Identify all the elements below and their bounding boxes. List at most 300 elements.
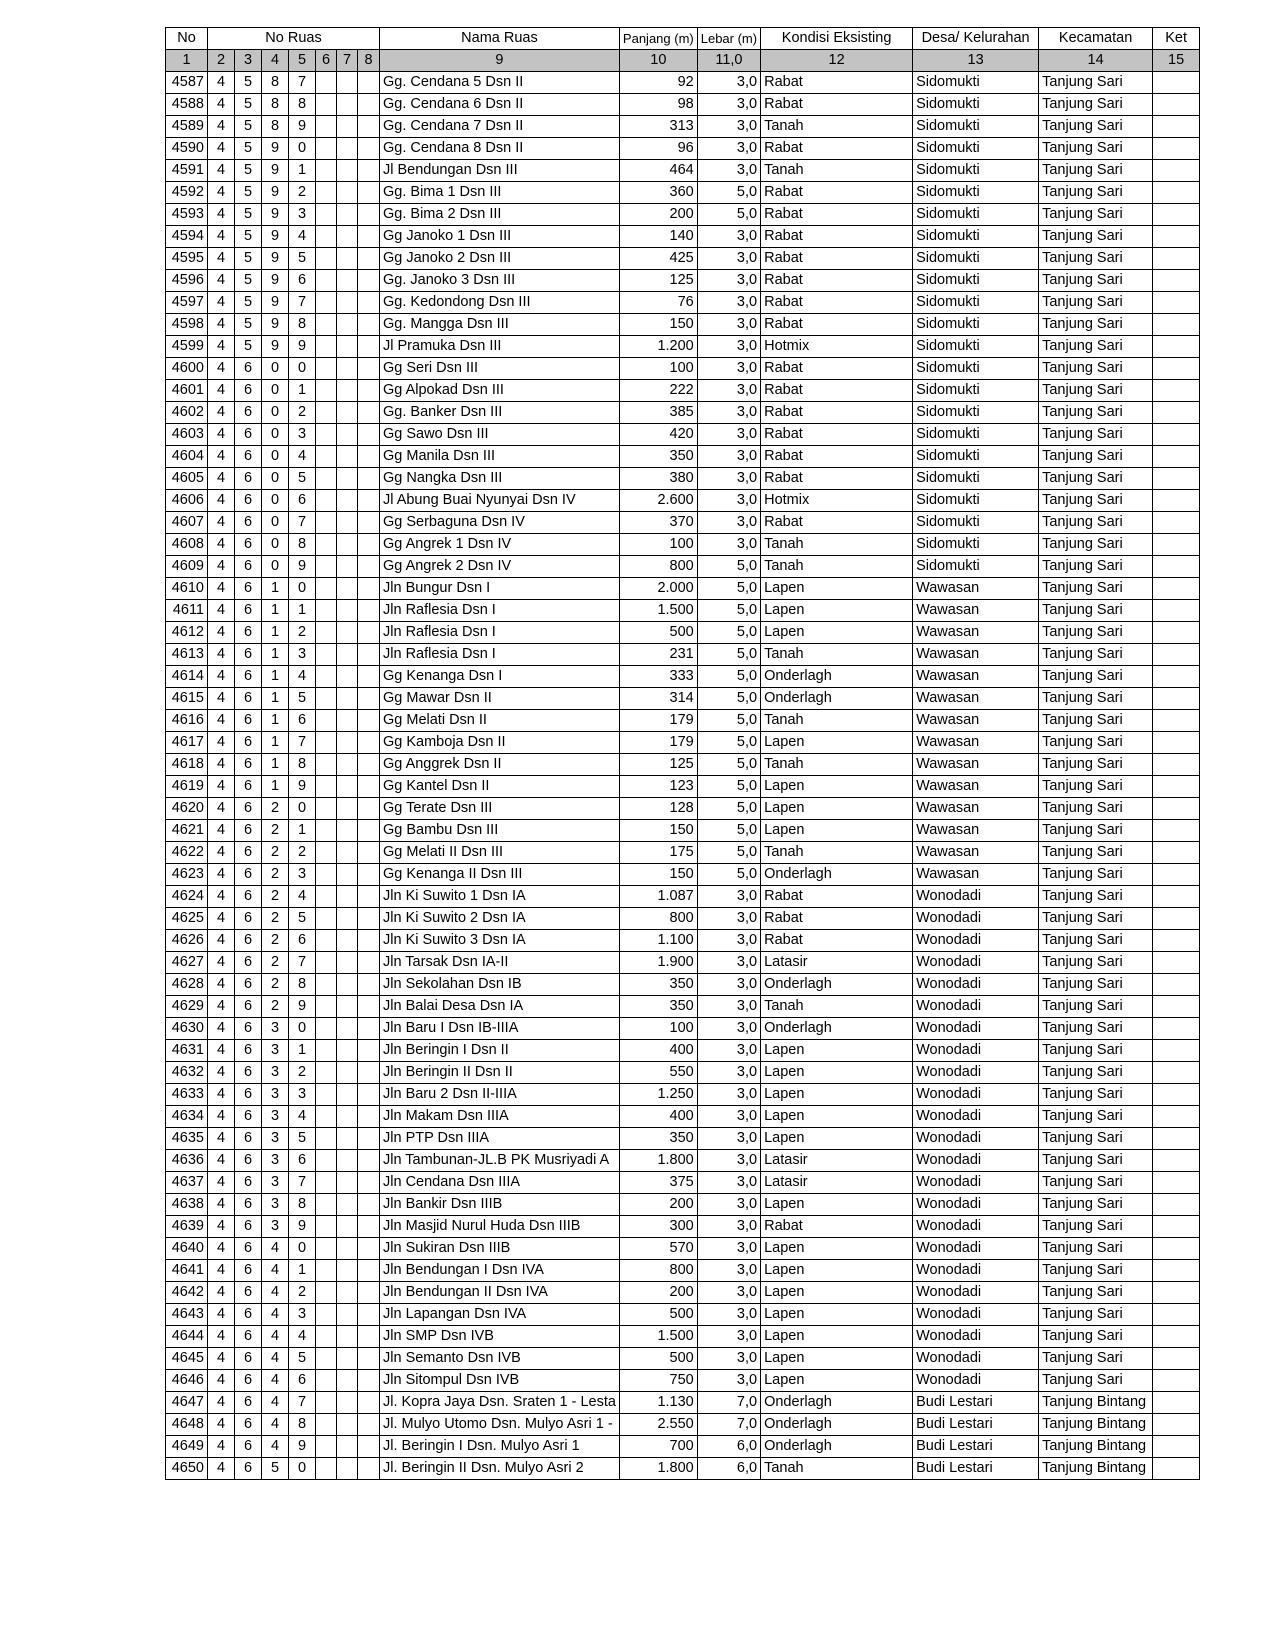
nama-ruas: Jln Ki Suwito 2 Dsn IA xyxy=(380,908,620,930)
ruas-digit: 2 xyxy=(262,996,289,1018)
row-no: 4629 xyxy=(166,996,208,1018)
nama-ruas: Gg. Banker Dsn III xyxy=(380,402,620,424)
ruas-digit-empty xyxy=(358,380,380,402)
kondisi: Lapen xyxy=(761,1348,913,1370)
ket xyxy=(1153,116,1200,138)
ruas-digit: 2 xyxy=(262,974,289,996)
row-no: 4603 xyxy=(166,424,208,446)
ruas-digit: 0 xyxy=(262,424,289,446)
ruas-digit-empty xyxy=(337,908,358,930)
panjang: 200 xyxy=(619,1282,697,1304)
panjang: 400 xyxy=(619,1040,697,1062)
kondisi: Lapen xyxy=(761,1062,913,1084)
lebar: 7,0 xyxy=(697,1392,760,1414)
ruas-digit: 6 xyxy=(235,754,262,776)
kecamatan: Tanjung Sari xyxy=(1039,314,1153,336)
ruas-digit: 5 xyxy=(235,248,262,270)
lebar: 3,0 xyxy=(697,116,760,138)
ruas-digit-empty xyxy=(337,490,358,512)
ruas-digit: 6 xyxy=(235,380,262,402)
table-row xyxy=(166,600,1200,622)
row-no: 4593 xyxy=(166,204,208,226)
ruas-digit-empty xyxy=(337,1436,358,1458)
ruas-digit: 4 xyxy=(208,644,235,666)
row-no: 4602 xyxy=(166,402,208,424)
table-row xyxy=(166,94,1200,116)
kondisi: Onderlagh xyxy=(761,1436,913,1458)
ruas-digit: 4 xyxy=(208,446,235,468)
row-no: 4594 xyxy=(166,226,208,248)
table-row xyxy=(166,1194,1200,1216)
ruas-digit: 1 xyxy=(289,1040,316,1062)
row-no: 4638 xyxy=(166,1194,208,1216)
ruas-digit: 6 xyxy=(235,996,262,1018)
desa: Sidomukti xyxy=(913,468,1039,490)
ruas-digit-empty xyxy=(358,1304,380,1326)
ruas-digit-empty xyxy=(337,1150,358,1172)
row-no: 4639 xyxy=(166,1216,208,1238)
ruas-digit: 3 xyxy=(262,1194,289,1216)
ruas-digit-empty xyxy=(316,226,337,248)
header-ket: Ket xyxy=(1153,28,1200,50)
ruas-digit-empty xyxy=(337,292,358,314)
kecamatan: Tanjung Sari xyxy=(1039,292,1153,314)
lebar: 5,0 xyxy=(697,864,760,886)
ruas-digit: 6 xyxy=(235,1304,262,1326)
lebar: 3,0 xyxy=(697,908,760,930)
kecamatan: Tanjung Sari xyxy=(1039,358,1153,380)
desa: Sidomukti xyxy=(913,160,1039,182)
ket xyxy=(1153,1194,1200,1216)
ruas-digit: 6 xyxy=(235,1150,262,1172)
ruas-digit: 1 xyxy=(262,578,289,600)
ruas-digit: 4 xyxy=(208,358,235,380)
ket xyxy=(1153,1018,1200,1040)
panjang: 231 xyxy=(619,644,697,666)
row-no: 4597 xyxy=(166,292,208,314)
header-desa: Desa/ Kelurahan xyxy=(913,28,1039,50)
ruas-digit-empty xyxy=(337,1194,358,1216)
ruas-digit-empty xyxy=(316,1392,337,1414)
ruas-digit-empty xyxy=(358,842,380,864)
nama-ruas: Gg. Mangga Dsn III xyxy=(380,314,620,336)
panjang: 333 xyxy=(619,666,697,688)
kecamatan: Tanjung Sari xyxy=(1039,1040,1153,1062)
ruas-digit-empty xyxy=(316,512,337,534)
kondisi: Rabat xyxy=(761,270,913,292)
lebar: 3,0 xyxy=(697,952,760,974)
kecamatan: Tanjung Sari xyxy=(1039,1128,1153,1150)
kondisi: Tanah xyxy=(761,644,913,666)
ruas-digit: 3 xyxy=(262,1062,289,1084)
row-no: 4648 xyxy=(166,1414,208,1436)
panjang: 314 xyxy=(619,688,697,710)
lebar: 3,0 xyxy=(697,1260,760,1282)
ruas-digit: 2 xyxy=(289,402,316,424)
row-no: 4607 xyxy=(166,512,208,534)
ruas-digit-empty xyxy=(358,1040,380,1062)
kecamatan: Tanjung Sari xyxy=(1039,160,1153,182)
ruas-digit-empty xyxy=(358,732,380,754)
row-no: 4588 xyxy=(166,94,208,116)
lebar: 3,0 xyxy=(697,1150,760,1172)
table-row xyxy=(166,776,1200,798)
ruas-digit-empty xyxy=(358,512,380,534)
desa: Wonodadi xyxy=(913,1062,1039,1084)
nama-ruas: Gg Mawar Dsn II xyxy=(380,688,620,710)
panjang: 500 xyxy=(619,622,697,644)
row-no: 4650 xyxy=(166,1458,208,1480)
ruas-digit-empty xyxy=(358,820,380,842)
desa: Sidomukti xyxy=(913,402,1039,424)
nama-ruas: Gg Nangka Dsn III xyxy=(380,468,620,490)
ruas-digit: 5 xyxy=(235,292,262,314)
ruas-digit: 4 xyxy=(208,204,235,226)
row-no: 4615 xyxy=(166,688,208,710)
ruas-digit: 6 xyxy=(235,688,262,710)
table-row xyxy=(166,1172,1200,1194)
ruas-digit-empty xyxy=(337,1260,358,1282)
ruas-digit-empty xyxy=(358,1370,380,1392)
ruas-digit: 8 xyxy=(289,1194,316,1216)
row-no: 4622 xyxy=(166,842,208,864)
header-kondisi: Kondisi Eksisting xyxy=(761,28,913,50)
ruas-digit-empty xyxy=(337,622,358,644)
table-row xyxy=(166,534,1200,556)
table-row xyxy=(166,886,1200,908)
lebar: 3,0 xyxy=(697,248,760,270)
kondisi: Lapen xyxy=(761,1194,913,1216)
ruas-digit-empty xyxy=(358,1084,380,1106)
ruas-digit-empty xyxy=(337,468,358,490)
nama-ruas: Gg. Bima 1 Dsn III xyxy=(380,182,620,204)
panjang: 1.500 xyxy=(619,600,697,622)
table-row xyxy=(166,1084,1200,1106)
ruas-digit: 5 xyxy=(235,138,262,160)
column-number: 11,0 xyxy=(697,50,760,72)
panjang: 200 xyxy=(619,204,697,226)
row-no: 4624 xyxy=(166,886,208,908)
table-row xyxy=(166,1260,1200,1282)
ruas-digit-empty xyxy=(358,578,380,600)
ruas-digit: 0 xyxy=(262,380,289,402)
kondisi: Tanah xyxy=(761,842,913,864)
ket xyxy=(1153,1084,1200,1106)
ruas-digit: 4 xyxy=(208,1040,235,1062)
desa: Sidomukti xyxy=(913,182,1039,204)
ruas-digit-empty xyxy=(337,1326,358,1348)
ruas-digit-empty xyxy=(337,996,358,1018)
nama-ruas: Gg Kamboja Dsn II xyxy=(380,732,620,754)
ruas-digit-empty xyxy=(337,842,358,864)
panjang: 100 xyxy=(619,534,697,556)
ruas-digit-empty xyxy=(316,996,337,1018)
lebar: 3,0 xyxy=(697,446,760,468)
kecamatan: Tanjung Bintang xyxy=(1039,1436,1153,1458)
ruas-digit-empty xyxy=(358,270,380,292)
ruas-digit-empty xyxy=(337,666,358,688)
ruas-digit-empty xyxy=(358,182,380,204)
table-row xyxy=(166,1018,1200,1040)
ruas-digit-empty xyxy=(358,974,380,996)
ket xyxy=(1153,446,1200,468)
ruas-digit: 4 xyxy=(208,512,235,534)
ruas-digit-empty xyxy=(358,1436,380,1458)
desa: Sidomukti xyxy=(913,248,1039,270)
table-row xyxy=(166,1370,1200,1392)
desa: Wonodadi xyxy=(913,1282,1039,1304)
ruas-digit-empty xyxy=(358,996,380,1018)
row-no: 4631 xyxy=(166,1040,208,1062)
lebar: 3,0 xyxy=(697,270,760,292)
ruas-digit-empty xyxy=(337,776,358,798)
ruas-digit: 4 xyxy=(208,1150,235,1172)
ruas-digit: 2 xyxy=(262,952,289,974)
ruas-digit: 6 xyxy=(289,930,316,952)
panjang: 360 xyxy=(619,182,697,204)
row-no: 4591 xyxy=(166,160,208,182)
ruas-digit: 6 xyxy=(235,776,262,798)
ruas-digit-empty xyxy=(337,930,358,952)
lebar: 3,0 xyxy=(697,380,760,402)
table-row xyxy=(166,864,1200,886)
ruas-digit: 7 xyxy=(289,512,316,534)
kecamatan: Tanjung Sari xyxy=(1039,710,1153,732)
ruas-digit-empty xyxy=(358,336,380,358)
row-no: 4627 xyxy=(166,952,208,974)
ruas-digit-empty xyxy=(337,688,358,710)
panjang: 1.100 xyxy=(619,930,697,952)
row-no: 4617 xyxy=(166,732,208,754)
ruas-digit: 4 xyxy=(289,446,316,468)
table-row xyxy=(166,1414,1200,1436)
ruas-digit: 4 xyxy=(208,798,235,820)
ket xyxy=(1153,1062,1200,1084)
kondisi: Lapen xyxy=(761,1370,913,1392)
panjang: 350 xyxy=(619,996,697,1018)
ruas-digit-empty xyxy=(337,380,358,402)
kondisi: Tanah xyxy=(761,534,913,556)
panjang: 200 xyxy=(619,1194,697,1216)
ruas-digit-empty xyxy=(316,1282,337,1304)
ruas-digit: 6 xyxy=(289,270,316,292)
ruas-digit: 1 xyxy=(289,160,316,182)
ruas-digit: 1 xyxy=(262,600,289,622)
ruas-digit-empty xyxy=(337,1040,358,1062)
desa: Sidomukti xyxy=(913,534,1039,556)
desa: Wawasan xyxy=(913,622,1039,644)
ruas-digit: 4 xyxy=(208,138,235,160)
ruas-digit: 6 xyxy=(289,1370,316,1392)
nama-ruas: Gg Seri Dsn III xyxy=(380,358,620,380)
ket xyxy=(1153,1172,1200,1194)
ruas-digit-empty xyxy=(316,1172,337,1194)
ruas-digit: 4 xyxy=(208,1304,235,1326)
panjang: 425 xyxy=(619,248,697,270)
kecamatan: Tanjung Sari xyxy=(1039,1084,1153,1106)
ruas-digit-empty xyxy=(337,1238,358,1260)
kecamatan: Tanjung Sari xyxy=(1039,1216,1153,1238)
panjang: 175 xyxy=(619,842,697,864)
table-row xyxy=(166,556,1200,578)
ruas-digit-empty xyxy=(337,1018,358,1040)
ruas-digit: 3 xyxy=(289,864,316,886)
desa: Wawasan xyxy=(913,710,1039,732)
ruas-digit-empty xyxy=(358,94,380,116)
ruas-digit: 2 xyxy=(262,842,289,864)
kondisi: Lapen xyxy=(761,578,913,600)
row-no: 4649 xyxy=(166,1436,208,1458)
ruas-digit-empty xyxy=(316,754,337,776)
header-no: No xyxy=(166,28,208,50)
kecamatan: Tanjung Sari xyxy=(1039,248,1153,270)
panjang: 1.200 xyxy=(619,336,697,358)
ruas-digit-empty xyxy=(316,732,337,754)
ruas-digit-empty xyxy=(358,864,380,886)
ruas-digit: 4 xyxy=(208,688,235,710)
panjang: 222 xyxy=(619,380,697,402)
ruas-digit-empty xyxy=(337,1216,358,1238)
column-number: 15 xyxy=(1153,50,1200,72)
ruas-digit-empty xyxy=(316,424,337,446)
row-no: 4640 xyxy=(166,1238,208,1260)
column-number: 10 xyxy=(619,50,697,72)
lebar: 6,0 xyxy=(697,1458,760,1480)
ruas-digit: 6 xyxy=(235,1106,262,1128)
ruas-digit-empty xyxy=(337,182,358,204)
ruas-digit-empty xyxy=(358,358,380,380)
ruas-digit: 4 xyxy=(208,1238,235,1260)
nama-ruas: Gg Kenanga II Dsn III xyxy=(380,864,620,886)
panjang: 570 xyxy=(619,1238,697,1260)
ruas-digit: 9 xyxy=(289,1216,316,1238)
ruas-digit: 7 xyxy=(289,1172,316,1194)
ket xyxy=(1153,468,1200,490)
ruas-digit-empty xyxy=(337,160,358,182)
ket xyxy=(1153,1282,1200,1304)
nama-ruas: Gg Sawo Dsn III xyxy=(380,424,620,446)
kecamatan: Tanjung Sari xyxy=(1039,732,1153,754)
table-row xyxy=(166,666,1200,688)
ruas-digit-empty xyxy=(316,952,337,974)
panjang: 150 xyxy=(619,820,697,842)
panjang: 179 xyxy=(619,732,697,754)
panjang: 2.000 xyxy=(619,578,697,600)
ruas-digit-empty xyxy=(358,490,380,512)
ruas-digit: 0 xyxy=(262,468,289,490)
nama-ruas: Jln Bungur Dsn I xyxy=(380,578,620,600)
ruas-digit-empty xyxy=(358,1414,380,1436)
ruas-digit: 3 xyxy=(262,1106,289,1128)
lebar: 3,0 xyxy=(697,292,760,314)
panjang: 123 xyxy=(619,776,697,798)
panjang: 2.550 xyxy=(619,1414,697,1436)
row-no: 4589 xyxy=(166,116,208,138)
ruas-digit: 1 xyxy=(262,666,289,688)
ruas-digit: 4 xyxy=(208,1260,235,1282)
lebar: 5,0 xyxy=(697,820,760,842)
ruas-digit: 3 xyxy=(262,1128,289,1150)
kondisi: Lapen xyxy=(761,600,913,622)
kecamatan: Tanjung Bintang xyxy=(1039,1392,1153,1414)
panjang: 385 xyxy=(619,402,697,424)
ruas-digit: 8 xyxy=(289,94,316,116)
ruas-digit: 1 xyxy=(262,644,289,666)
ruas-digit: 0 xyxy=(289,358,316,380)
panjang: 92 xyxy=(619,72,697,94)
desa: Sidomukti xyxy=(913,424,1039,446)
kecamatan: Tanjung Sari xyxy=(1039,864,1153,886)
lebar: 5,0 xyxy=(697,688,760,710)
desa: Sidomukti xyxy=(913,94,1039,116)
desa: Wawasan xyxy=(913,688,1039,710)
ruas-digit: 4 xyxy=(208,974,235,996)
ruas-digit: 7 xyxy=(289,72,316,94)
nama-ruas: Jl Pramuka Dsn III xyxy=(380,336,620,358)
ruas-digit: 4 xyxy=(208,556,235,578)
nama-ruas: Gg Bambu Dsn III xyxy=(380,820,620,842)
nama-ruas: Jln Raflesia Dsn I xyxy=(380,644,620,666)
ruas-digit: 6 xyxy=(235,864,262,886)
ruas-digit-empty xyxy=(316,1194,337,1216)
nama-ruas: Gg. Cendana 5 Dsn II xyxy=(380,72,620,94)
ruas-digit-empty xyxy=(358,952,380,974)
ruas-digit-empty xyxy=(337,424,358,446)
ruas-digit: 6 xyxy=(235,798,262,820)
ruas-digit-empty xyxy=(316,270,337,292)
lebar: 3,0 xyxy=(697,1172,760,1194)
lebar: 3,0 xyxy=(697,358,760,380)
ruas-digit-empty xyxy=(316,556,337,578)
panjang: 750 xyxy=(619,1370,697,1392)
ruas-digit-empty xyxy=(316,1062,337,1084)
ket xyxy=(1153,490,1200,512)
ruas-digit: 1 xyxy=(289,1260,316,1282)
ruas-digit: 4 xyxy=(289,226,316,248)
column-number-row xyxy=(166,50,1200,72)
kecamatan: Tanjung Sari xyxy=(1039,534,1153,556)
ruas-digit-empty xyxy=(358,424,380,446)
ket xyxy=(1153,380,1200,402)
ruas-digit: 6 xyxy=(235,732,262,754)
ket xyxy=(1153,1260,1200,1282)
nama-ruas: Gg Manila Dsn III xyxy=(380,446,620,468)
ruas-digit: 0 xyxy=(289,1018,316,1040)
kecamatan: Tanjung Bintang xyxy=(1039,1414,1153,1436)
ruas-digit: 4 xyxy=(208,534,235,556)
kecamatan: Tanjung Sari xyxy=(1039,380,1153,402)
lebar: 6,0 xyxy=(697,1436,760,1458)
lebar: 3,0 xyxy=(697,1238,760,1260)
ruas-digit: 4 xyxy=(208,94,235,116)
kondisi: Lapen xyxy=(761,1304,913,1326)
table-row xyxy=(166,710,1200,732)
ruas-digit: 4 xyxy=(289,886,316,908)
panjang: 1.130 xyxy=(619,1392,697,1414)
ruas-digit-empty xyxy=(358,1194,380,1216)
ruas-digit: 6 xyxy=(235,1194,262,1216)
kecamatan: Tanjung Sari xyxy=(1039,446,1153,468)
desa: Sidomukti xyxy=(913,358,1039,380)
ruas-digit-empty xyxy=(337,952,358,974)
ruas-digit: 4 xyxy=(208,600,235,622)
lebar: 3,0 xyxy=(697,314,760,336)
ruas-digit: 4 xyxy=(208,292,235,314)
ket xyxy=(1153,644,1200,666)
kondisi: Onderlagh xyxy=(761,974,913,996)
panjang: 179 xyxy=(619,710,697,732)
table-row xyxy=(166,446,1200,468)
